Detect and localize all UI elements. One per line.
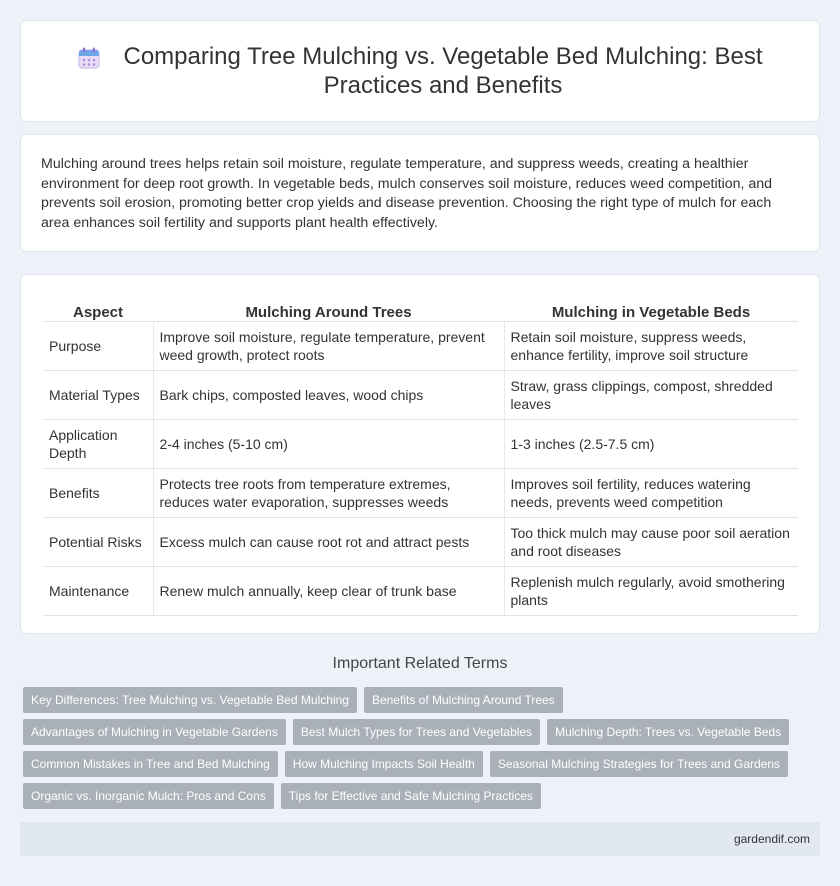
- related-term-tag[interactable]: Common Mistakes in Tree and Bed Mulching: [23, 751, 278, 777]
- cell-aspect: Purpose: [43, 321, 153, 370]
- related-term-tag[interactable]: Advantages of Mulching in Vegetable Gardens: [23, 719, 286, 745]
- cell-trees: Protects tree roots from temperature extremes, reduces water evaporation, suppresses weeds: [153, 468, 504, 517]
- header-aspect: Aspect: [43, 297, 153, 321]
- header-vegetable-beds: Mulching in Vegetable Beds: [504, 297, 798, 321]
- tag-row: [23, 687, 803, 713]
- table-header-row: [43, 297, 798, 321]
- header-card: [20, 20, 820, 122]
- related-term-tag[interactable]: Mulching Depth: Trees vs. Vegetable Beds: [547, 719, 789, 745]
- header-trees: Mulching Around Trees: [153, 297, 504, 321]
- related-term-tag[interactable]: Benefits of Mulching Around Trees: [364, 687, 563, 713]
- table-row: [43, 419, 798, 468]
- comparison-table: [43, 297, 798, 616]
- page-title: Comparing Tree Mulching vs. Vegetable Bed Mulching: Best Practices and Benefits: [123, 43, 763, 99]
- cell-vegetable-beds: Improves soil fertility, reduces watering needs, prevents weed competition: [504, 468, 798, 517]
- tag-row: [23, 751, 803, 777]
- cell-trees: 2-4 inches (5-10 cm): [153, 419, 504, 468]
- cell-aspect: Maintenance: [43, 566, 153, 615]
- related-term-tag[interactable]: Organic vs. Inorganic Mulch: Pros and Cons: [23, 783, 274, 809]
- related-term-tag[interactable]: Best Mulch Types for Trees and Vegetables: [293, 719, 540, 745]
- cell-vegetable-beds: Retain soil moisture, suppress weeds, enhance fertility, improve soil structure: [504, 321, 798, 370]
- related-term-tag[interactable]: Tips for Effective and Safe Mulching Practices: [281, 783, 541, 809]
- cell-vegetable-beds: Straw, grass clippings, compost, shredded leaves: [504, 370, 798, 419]
- intro-card: [20, 134, 820, 252]
- tag-row: [23, 783, 803, 809]
- table-row: [43, 370, 798, 419]
- related-term-tag[interactable]: How Mulching Impacts Soil Health: [285, 751, 483, 777]
- related-term-tag[interactable]: Key Differences: Tree Mulching vs. Vegetable Bed Mulching: [23, 687, 357, 713]
- footer: [20, 822, 820, 856]
- calendar-icon: [77, 46, 101, 70]
- cell-vegetable-beds: 1-3 inches (2.5-7.5 cm): [504, 419, 798, 468]
- table-row: [43, 517, 798, 566]
- table-row: [43, 468, 798, 517]
- intro-paragraph: Mulching around trees helps retain soil moisture, regulate temperature, and suppress weeds, creating a healthier environment for deep root growth. In vegetable beds, mulch conserves soil moisture, reduces weed competition, and prevents soil erosion, promoting better crop yields and disease prevention. Choosing the right type of mulch for each area enhances soil fertility and supports plant health effectively.: [41, 156, 773, 231]
- related-term-tag[interactable]: Seasonal Mulching Strategies for Trees and Gardens: [490, 751, 788, 777]
- footer-site-link[interactable]: gardendif.com: [733, 832, 810, 846]
- title-wrap: [40, 42, 800, 100]
- cell-trees: Improve soil moisture, regulate temperature, prevent weed growth, protect roots: [153, 321, 504, 370]
- cell-aspect: Benefits: [43, 468, 153, 517]
- cell-aspect: Potential Risks: [43, 517, 153, 566]
- cell-aspect: Application Depth: [43, 419, 153, 468]
- cell-aspect: Material Types: [43, 370, 153, 419]
- table-row: [43, 321, 798, 370]
- cell-trees: Bark chips, composted leaves, wood chips: [153, 370, 504, 419]
- table-row: [43, 566, 798, 615]
- cell-vegetable-beds: Replenish mulch regularly, avoid smothering plants: [504, 566, 798, 615]
- cell-trees: Excess mulch can cause root rot and attract pests: [153, 517, 504, 566]
- cell-trees: Renew mulch annually, keep clear of trunk base: [153, 566, 504, 615]
- related-terms-list: [23, 687, 803, 815]
- tag-row: [23, 719, 803, 745]
- cell-vegetable-beds: Too thick mulch may cause poor soil aeration and root diseases: [504, 517, 798, 566]
- comparison-card: [20, 274, 820, 634]
- related-terms-title: Important Related Terms: [332, 655, 508, 672]
